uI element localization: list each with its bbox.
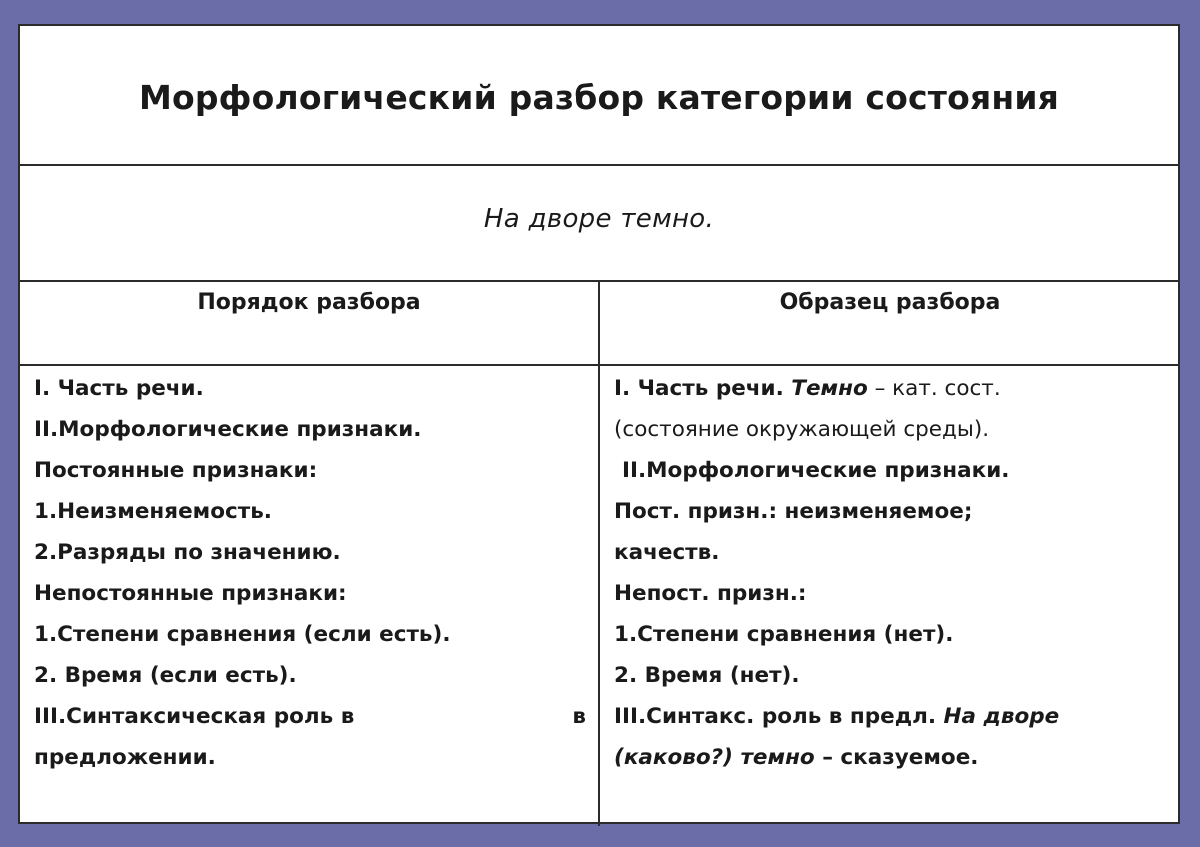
list-item (614, 696, 1170, 737)
right-column-body (614, 368, 1170, 778)
list-item: Постоянные признаки: (34, 458, 318, 483)
list-item: Непост. призн.: (614, 581, 807, 606)
list-item: II.Морфологические признаки. (622, 458, 1010, 483)
list-item-text: III.Синтаксическая роль в (34, 704, 355, 729)
left-column-header: Порядок разбора (197, 290, 421, 315)
analysis-table (18, 24, 1180, 824)
list-item: 1.Степени сравнения (если есть). (34, 622, 451, 647)
list-item-text: – кат. сост. (867, 376, 1001, 401)
column-divider (598, 282, 600, 826)
list-item: (состояние окружающей среды). (614, 417, 990, 442)
example-phrase: (каково?) темно (614, 745, 815, 770)
title-row (20, 26, 1178, 166)
list-item: 1.Степени сравнения (нет). (614, 622, 954, 647)
list-item: Непостоянные признаки: (34, 581, 347, 606)
sentence-row (20, 166, 1178, 282)
example-phrase: На дворе (943, 704, 1060, 729)
left-column-body (34, 368, 590, 778)
list-item: 1.Неизменяемость. (34, 499, 272, 524)
list-item (34, 696, 586, 737)
list-item: I. Часть речи. (34, 376, 204, 401)
list-item: II.Морфологические признаки. (34, 417, 422, 442)
list-item: предложении. (34, 745, 216, 770)
list-item: качеств. (614, 540, 720, 565)
list-item-text: III.Синтакс. роль в предл. (614, 704, 944, 729)
list-item-text: – сказуемое. (814, 745, 979, 770)
example-sentence: На дворе темно. (483, 204, 715, 234)
list-item (614, 737, 1170, 778)
right-column-header: Образец разбора (779, 290, 1001, 315)
list-item: 2.Разряды по значению. (34, 540, 341, 565)
list-item-trailing: в (572, 704, 586, 729)
page-title: Морфологический разбор категории состояния (138, 78, 1060, 117)
list-item: 2. Время (если есть). (34, 663, 297, 688)
list-item (614, 368, 1170, 409)
list-item: 2. Время (нет). (614, 663, 800, 688)
list-item-text: I. Часть речи. (614, 376, 792, 401)
example-word: Темно (791, 376, 868, 401)
list-item: Пост. призн.: неизменяемое; (614, 499, 973, 524)
